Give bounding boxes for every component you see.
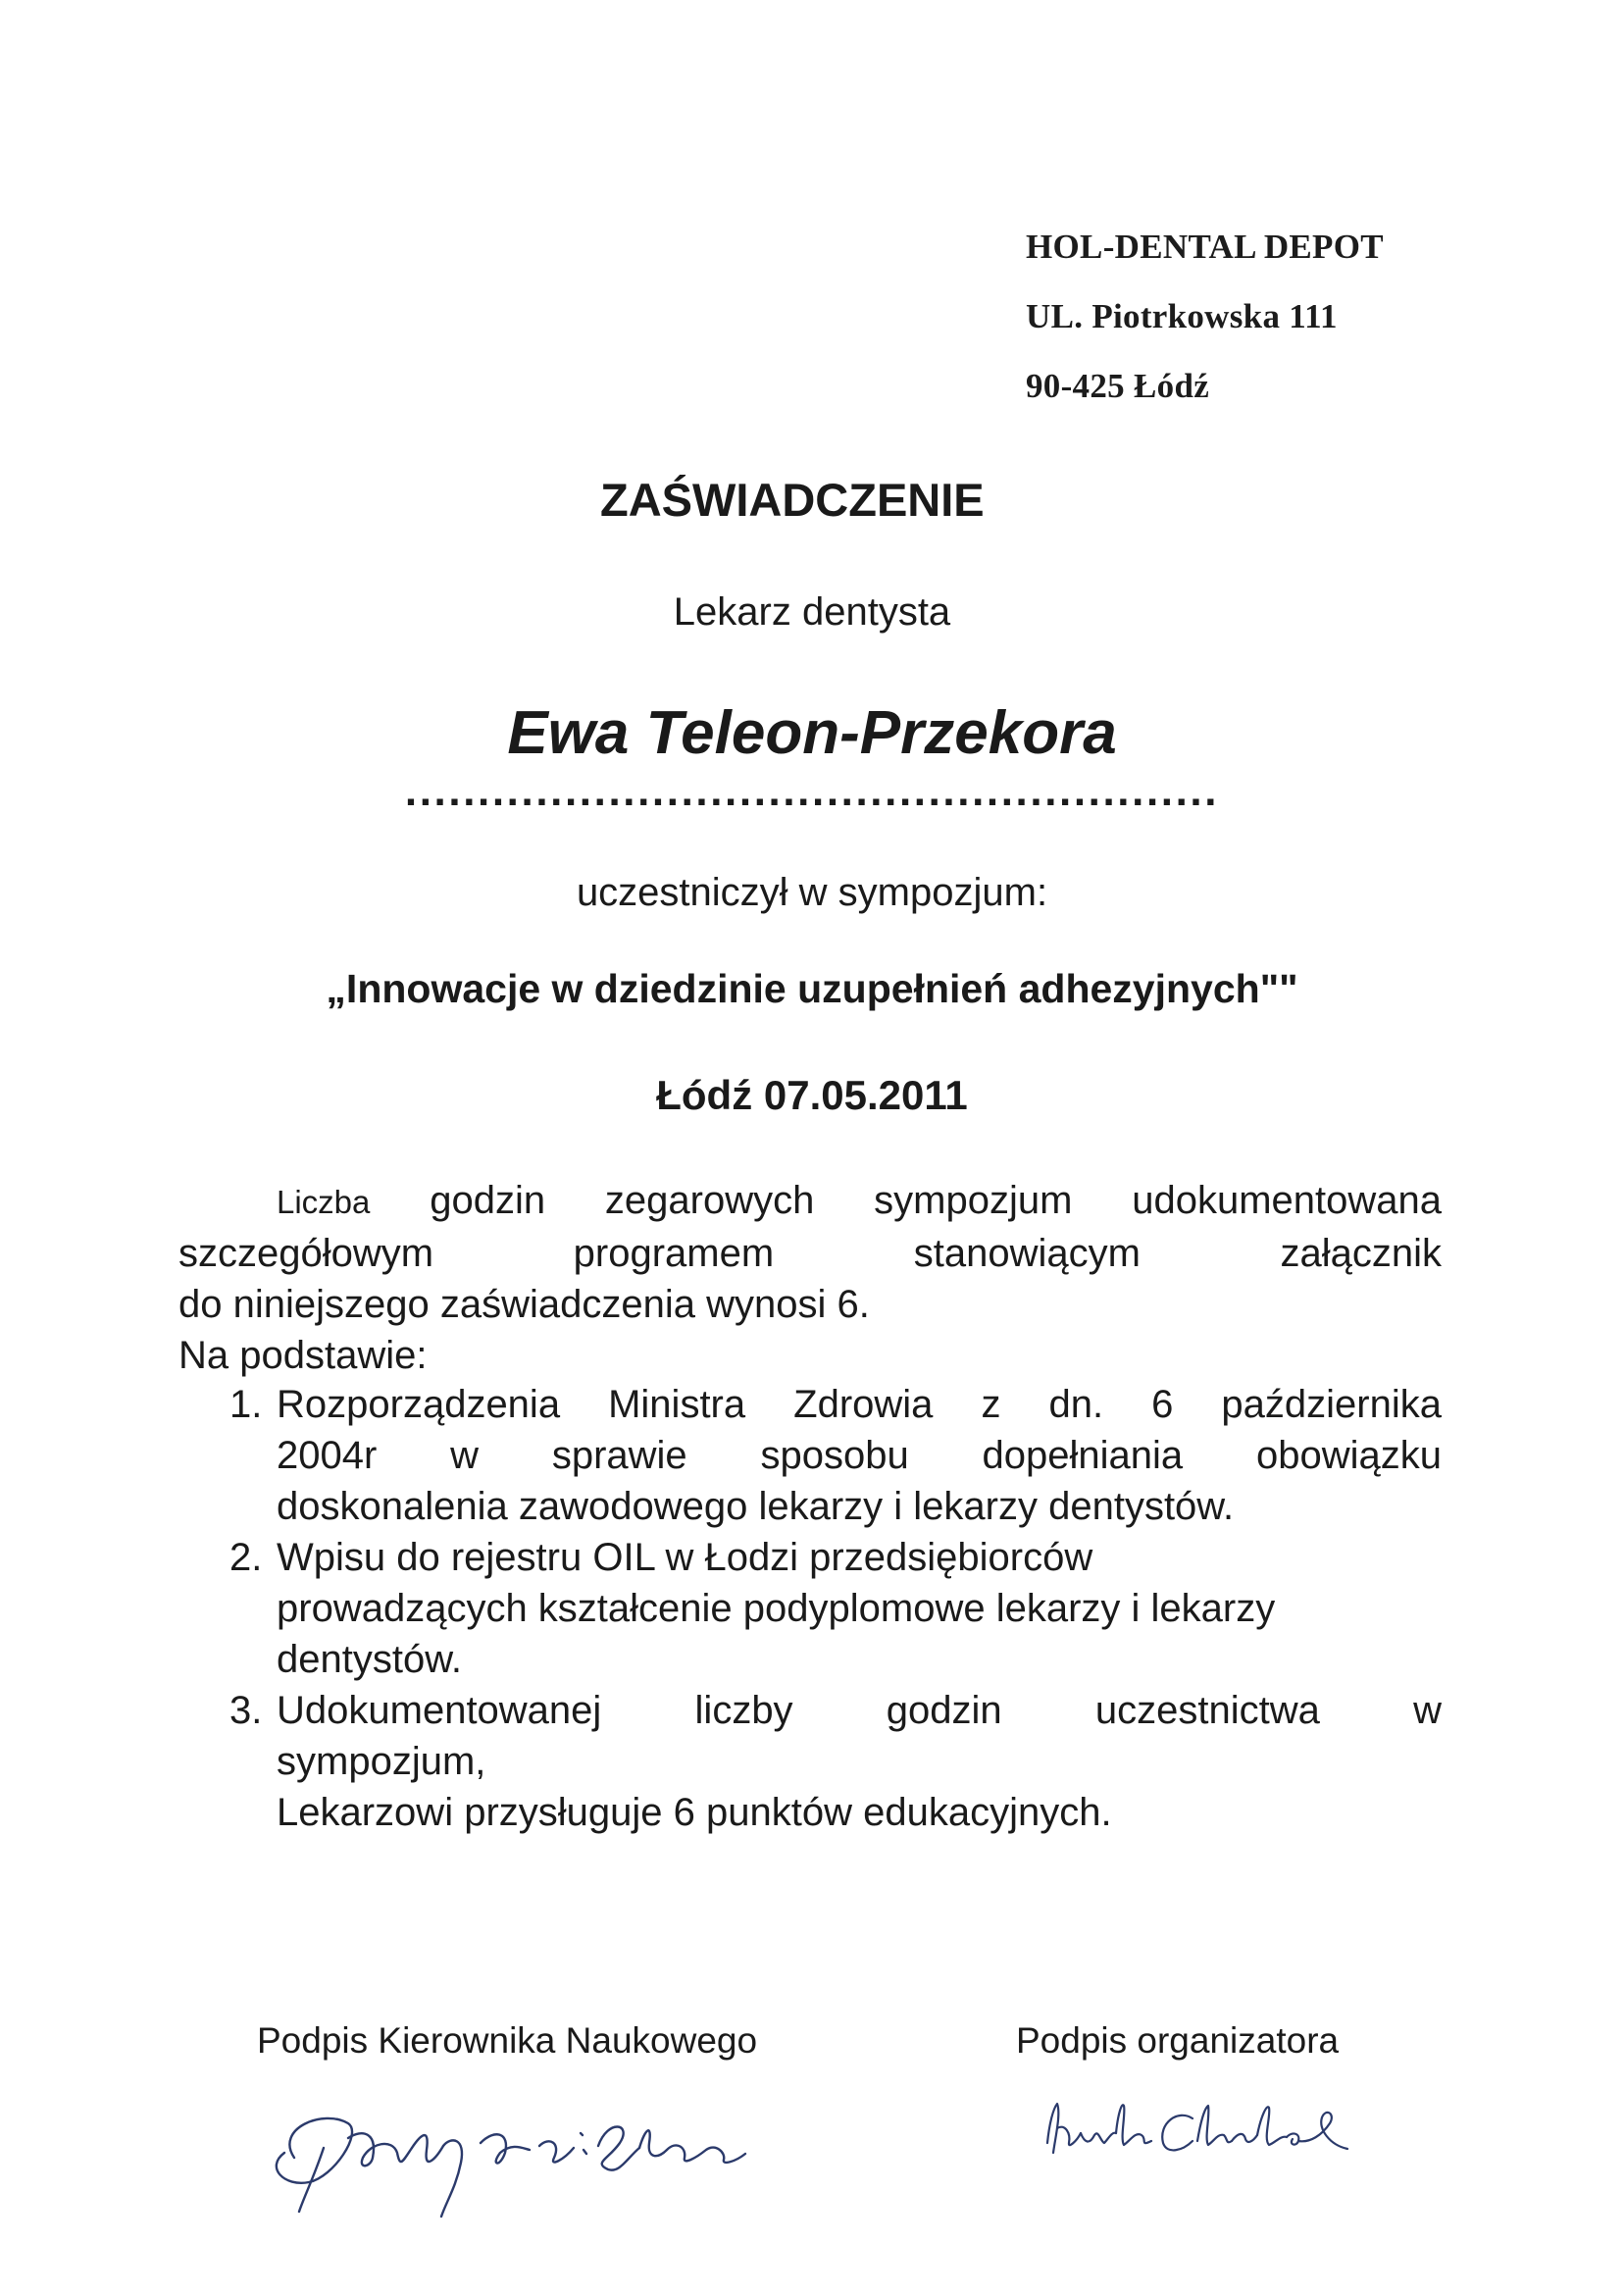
list-item [178,1532,1442,1685]
basis-list [178,1379,1442,1838]
paragraph-line-3: do niniejszego zaświadczenia wynosi 6. [178,1283,870,1326]
company-name: HOL-DENTAL DEPOT [1026,228,1384,266]
paragraph-line-1: Liczba godzin zegarowych sympozjum udokumentowana [277,1179,1442,1222]
organizer-signature [1036,2084,1369,2172]
place-date: Łódź 07.05.2011 [656,1072,968,1118]
hours-paragraph [178,1175,1442,1381]
list-line: sympozjum, [277,1740,486,1783]
symposium-title: „Innowacje w dziedzinie uzupełnień adhezyjnych"" [326,966,1298,1011]
recipient-name: Ewa Teleon-Przekora [507,699,1117,767]
list-line: Wpisu do rejestru OIL w Łodzi przedsiębiorców [277,1536,1093,1579]
scientific-head-signature [255,2089,765,2226]
list-item [178,1685,1442,1838]
list-item [178,1379,1442,1532]
recipient-role: Lekarz dentysta [673,590,951,634]
company-city: 90-425 Łódź [1026,367,1210,405]
list-line: prowadzących kształcenie podyplomowe lekarzy i lekarzy [277,1587,1276,1630]
scientific-head-signature-label: Podpis Kierownika Naukowego [257,2020,758,2061]
list-line: 2004r w sprawie sposobu dopełniania obowiązku [277,1434,1442,1477]
list-line: Lekarzowi przysługuje 6 punktów edukacyjnych. [277,1791,1112,1834]
list-line: doskonalenia zawodowego lekarzy i lekarzy dentystów. [277,1485,1235,1528]
organizer-signature-label: Podpis organizatora [1016,2020,1340,2061]
basis-heading: Na podstawie: [178,1334,428,1377]
list-number: 1. [229,1383,263,1426]
list-number: 3. [229,1689,263,1732]
list-number: 2. [229,1536,263,1579]
paragraph-line-2: szczegółowym programem stanowiącym załącznik [178,1232,1442,1275]
list-line: Udokumentowanej liczby godzin uczestnictwa w [277,1689,1442,1732]
name-dotted-line: ........................................................ [404,767,1220,815]
list-line: dentystów. [277,1638,463,1681]
company-street: UL. Piotrkowska 111 [1026,297,1338,335]
participation-text: uczestniczył w sympozjum: [576,871,1048,914]
list-line: Rozporządzenia Ministra Zdrowia z dn. 6 października [277,1383,1442,1426]
document-title: ZAŚWIADCZENIE [600,474,985,526]
